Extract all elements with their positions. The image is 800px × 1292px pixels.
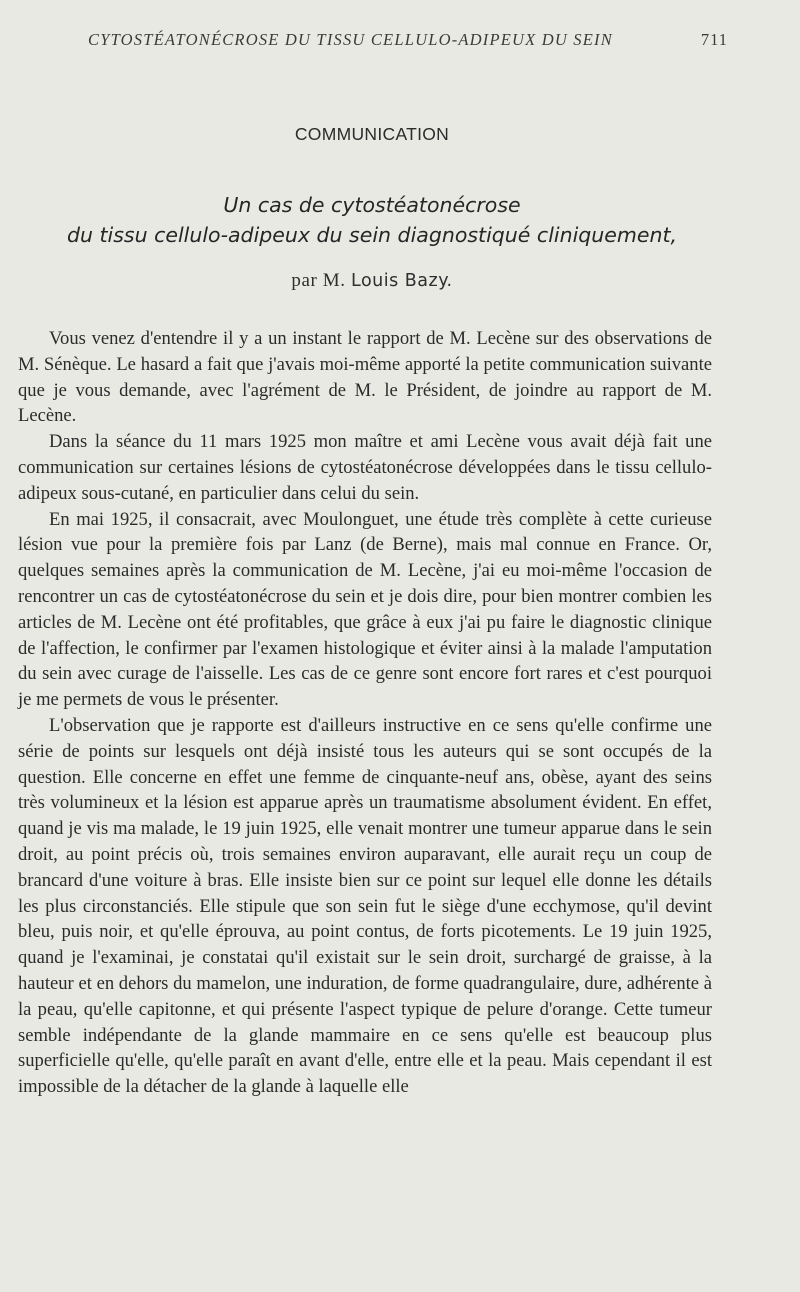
paragraph-4: L'observation que je rapporte est d'ailleurs instructive en ce sens qu'elle confirme une série de points sur lesquels ont déjà insisté tous les auteurs qui se sont occupés de la question. Elle concerne en effet une femme de cinquante-neuf ans, obèse, ayant des seins très volumineux et la lésion est apparue après un traumatisme absolument évident. En effet, quand je vis ma malade, le 19 juin 1925, elle venait montrer une tumeur apparue dans le sein droit, au point précis où, trois semaines environ auparavant, elle aurait reçu un coup de brancard d'une voiture à bras. Elle insiste bien sur ce point sur lequel elle donne les détails les plus circonstanciés. Elle stipule que son sein fut le siège d'une ecchymose, qu'il devint bleu, puis noir, et qu'elle éprouva, au point contus, de forts picotements. Le 19 juin 1925, quand je l'examinai, je constatai qu'il existait sur le sein droit, surchargé de graisse, à la hauteur et en dehors du mamelon, une induration, de forme quadrangulaire, dure, adhérente à la peau, qu'elle capitonne, et qui présente l'aspect typique de pelure d'orange. Cette tumeur semble indépendante de la glande mammaire en ce sens qu'elle est beaucoup plus superficielle qu'elle, qu'elle paraît en avant d'elle, entre elle et la peau. Mais cependant il est impossible de la détacher de la glande à laquelle elle <box>18 714 712 1098</box>
byline-prefix: par M. <box>291 270 346 291</box>
section-label: COMMUNICATION <box>294 124 450 144</box>
page-number: 711 <box>700 30 728 49</box>
running-title: CYTOSTÉATONÉCROSE DU TISSU CELLULO-ADIPEUX DU SEIN <box>88 30 613 49</box>
paragraph-3: En mai 1925, il consacrait, avec Moulonguet, une étude très complète à cette curieuse lésion vue pour la première fois par Lanz (de Berne), mais mal connue en France. Or, quelques semaines après la communication de M. Lecène, j'ai eu moi-même l'occasion de rencontrer un cas de cytostéatonécrose du sein et je dois dire, pour bien montrer combien les articles de M. Lecène ont été profitables, que grâce à eux j'ai pu faire le diagnostic clinique de l'affection, le confirmer par l'examen histologique et éviter ainsi à la malade l'amputation du sein avec curage de l'aisselle. Les cas de ce genre sont encore fort rares et c'est pourquoi je me permets de vous le présenter. <box>18 508 712 711</box>
article-title-line-1: Un cas de cytostéatonécrose <box>223 193 521 217</box>
article-title <box>16 190 728 250</box>
byline-author: Louis Bazy. <box>351 271 453 291</box>
paragraph-2: Dans la séance du 11 mars 1925 mon maître et ami Lecène vous avait déjà fait une communication sur certaines lésions de cytostéatonécrose développées dans le tissu cellulo-adipeux sous-cutané, en particulier dans celui du sein. <box>18 431 712 504</box>
body-text <box>18 326 712 1100</box>
article-title-line-2: du tissu cellulo-adipeux du sein diagnostiqué cliniquement, <box>66 223 678 247</box>
paragraph-1: Vous venez d'entendre il y a un instant le rapport de M. Lecène sur des observations de M. Sénèque. Le hasard a fait que j'avais moi-même apporté la petite communication suivante que je vous demande, avec l'agrément de M. le Président, de joindre au rapport de M. Lecène. <box>18 328 712 427</box>
byline <box>0 270 744 292</box>
